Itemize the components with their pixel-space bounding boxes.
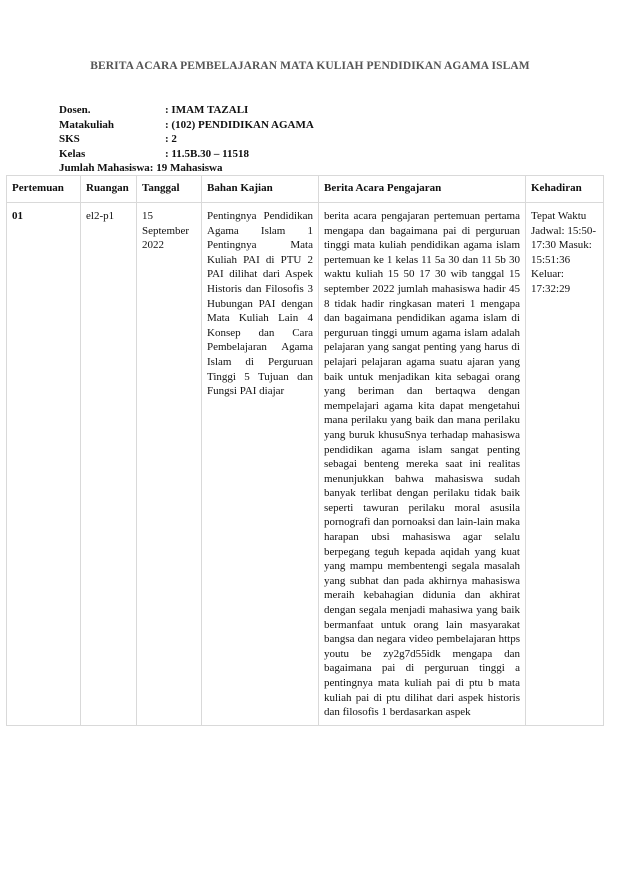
meta-row-jumlah-mahasiswa: [59, 161, 314, 176]
cell-tanggal: 15 September 2022: [137, 203, 202, 726]
meta-row-matakuliah: [59, 118, 314, 133]
header-ruangan: Ruangan: [81, 176, 137, 203]
cell-bahan-kajian: Pentingnya Pendidikan Agama Islam 1 Pentingnya Mata Kuliah PAI di PTU 2 PAI dilihat dari Aspek Historis dan Filosofis 3 Hubungan PAI dengan Mata Kuliah Lain 4 Konsep dan Cara Pembelajaran Agama Islam di Perguruan Tinggi 5 Tujuan dan Fungsi PAI diajar: [202, 203, 319, 726]
meta-value: : IMAM TAZALI: [165, 104, 249, 116]
meta-block: [59, 103, 314, 176]
meta-key: Matakuliah: [59, 118, 115, 131]
meta-value: : 11.5B.30 – 11518: [165, 147, 250, 160]
cell-kehadiran: Tepat Waktu Jadwal: 15:50-17:30 Masuk: 15:51:36 Keluar: 17:32:29: [526, 203, 604, 726]
header-berita-acara: Berita Acara Pengajaran: [319, 176, 526, 203]
meta-value: : 19 Mahasiswa: [149, 162, 223, 174]
attendance-table: [6, 175, 604, 726]
meta-key: SKS: [59, 133, 80, 145]
meta-row-dosen: [59, 103, 314, 118]
document-title: BERITA ACARA PEMBELAJARAN MATA KULIAH PENDIDIKAN AGAMA ISLAM: [90, 60, 530, 72]
cell-ruangan: el2-p1: [81, 203, 137, 726]
meta-value: : 2: [165, 133, 177, 145]
meta-value: : (102) PENDIDIKAN AGAMA: [165, 118, 314, 131]
table-header-row: [7, 176, 604, 203]
meta-key: Kelas: [59, 147, 86, 160]
header-bahan-kajian: Bahan Kajian: [202, 176, 319, 203]
cell-pertemuan: 01: [7, 203, 81, 726]
header-tanggal: Tanggal: [137, 176, 202, 203]
meta-key: Jumlah Mahasiswa: [59, 162, 150, 174]
meta-row-kelas: [59, 147, 314, 162]
header-pertemuan: Pertemuan: [7, 176, 81, 203]
meta-key: Dosen.: [59, 104, 91, 116]
meta-row-sks: [59, 132, 314, 147]
header-kehadiran: Kehadiran: [526, 176, 604, 203]
table-row: [7, 203, 604, 726]
cell-berita-acara: berita acara pengajaran pertemuan pertama mengapa dan bagaimana pai di perguruan tinggi mata kuliah pendidikan agama islam pertemuan ke 1 kelas 11 5a 30 dan 11 5b 30 waktu kuliah 15 50 17 30 wib tanggal 15 september 2022 jumlah mahasiswa hadir 45 8 tidak hadir ringkasan materi 1 mengapa dan bagaimana pendidikan agama islam di perguruan tinggi umum agama islam adalah pelajaran yang sangat penting yang harus di pelajari pelajaran agama suatu ajaran yang baik untuk menjadikan kita sebagai orang yang beriman dan bertaqwa dengan mempelajari agama kita dapat mengetahui mana perilaku yang baik dan mana perilaku yang buruk khusuSnya terhadap mahasiswa pendidikan agama islam sangat penting sebagai benteng mereka saat ini realitas menunjukkan bahwa mahasiswa sudah banyak terlibat dengan perilaku tidak baik seperti tawuran perilaku moral asusila pornografi dan pornoaksi dan lain-lain maka harapan ubsi mahasiswa agar selalu berpegang teguh kepada aqidah yang kuat yang mampu membentengi segala masalah yang subhat dan pada akhirnya mahasiswa meraih kebahagian didunia dan akhirat dengan segala menjadi mahasiwa yang baik bermanfaat untuk orang lain masyarakat bangsa dan negara video pembelajaran https youtu be zy2g7d55idk mengapa dan bagaimana pai di perguruan tinggi a pentingnya mata kuliah pai di ptu b mata kuliah pai di ptu dilihat dari aspek historis dan filosofis 1 berdasarkan aspek: [319, 203, 526, 726]
